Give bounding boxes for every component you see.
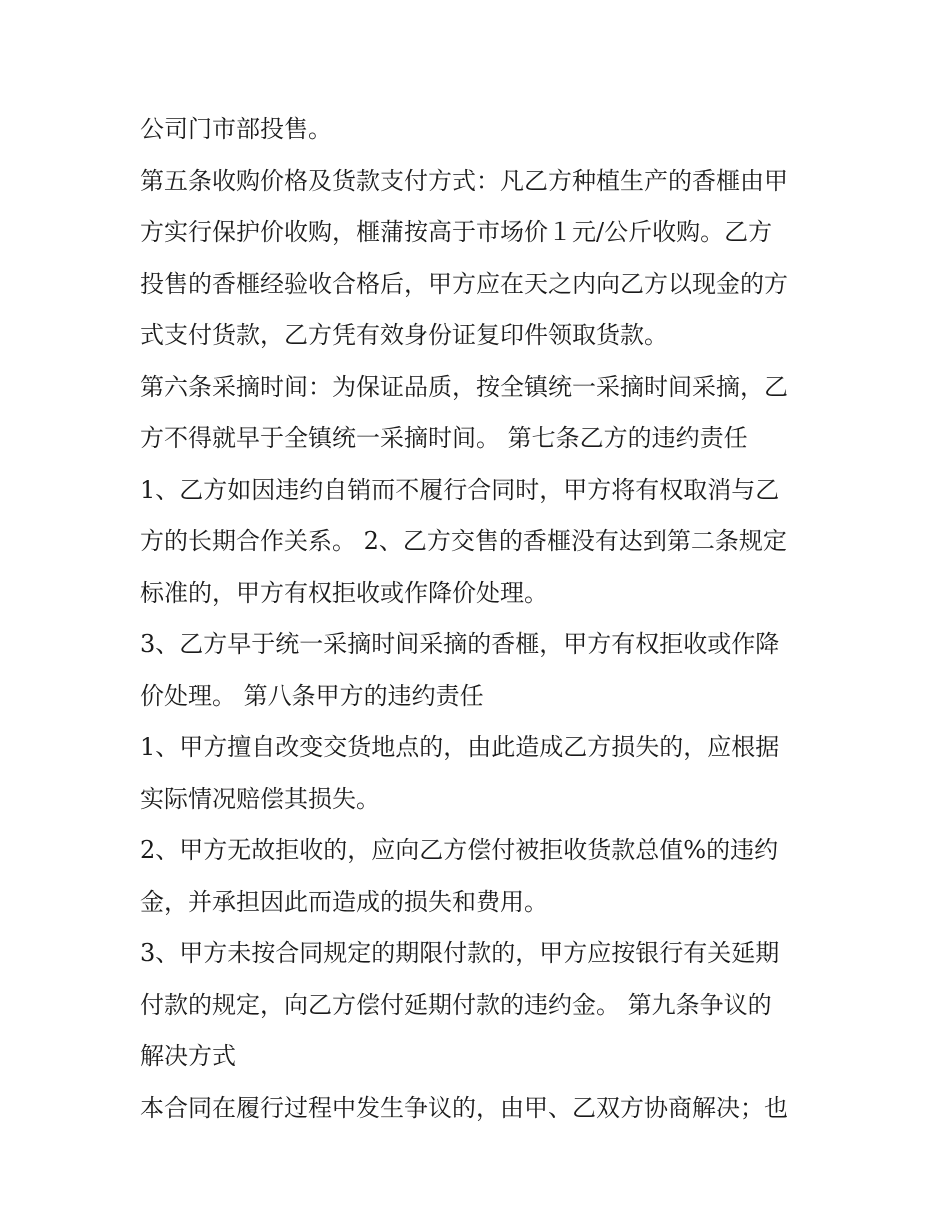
text-line: 标准的，甲方有权拒收或作降价处理。 bbox=[140, 578, 548, 607]
text-line: 1、甲方擅自改变交货地点的，由此造成乙方损失的，应根据 bbox=[140, 733, 780, 761]
text-line: 付款的规定，向乙方偿付延期付款的违约金。 第九条争议的 bbox=[140, 990, 772, 1019]
text-line: 实际情况赔偿其损失。 bbox=[140, 784, 380, 813]
text-line: 3、甲方未按合同规定的期限付款的，甲方应按银行有关延期 bbox=[140, 939, 780, 967]
text-line: 3、乙方早于统一采摘时间采摘的香榧，甲方有权拒收或作降 bbox=[140, 630, 780, 658]
text-line: 1、乙方如因违约自销而不履行合同时，甲方将有权取消与乙 bbox=[140, 475, 780, 504]
text-line: 2、甲方无故拒收的，应向乙方偿付被拒收货款总值%的违约 bbox=[140, 836, 779, 864]
text-line: 方实行保护价收购，榧蒲按高于市场价１元/公斤收购。乙方 bbox=[140, 218, 773, 246]
text-line: 解决方式 bbox=[140, 1042, 236, 1070]
text-line: 第六条采摘时间：为保证品质，按全镇统一采摘时间采摘，乙 bbox=[140, 372, 788, 401]
text-line: 方不得就早于全镇统一采摘时间。 第七条乙方的违约责任 bbox=[140, 424, 748, 452]
text-line: 价处理。 第八条甲方的违约责任 bbox=[140, 681, 484, 710]
text-line: 第五条收购价格及货款支付方式：凡乙方种植生产的香榧由甲 bbox=[140, 166, 788, 195]
text-line: 投售的香榧经验收合格后，甲方应在天之内向乙方以现金的方 bbox=[140, 269, 788, 298]
text-line: 式支付货款，乙方凭有效身份证复印件领取货款。 bbox=[140, 321, 668, 349]
text-line: 本合同在履行过程中发生争议的，由甲、乙双方协商解决；也 bbox=[140, 1093, 788, 1122]
text-line: 方的长期合作关系。 2、乙方交售的香榧没有达到第二条规定 bbox=[140, 527, 787, 555]
text-line: 金，并承担因此而造成的损失和费用。 bbox=[140, 887, 548, 916]
document-body bbox=[140, 104, 820, 1134]
text-line: 公司门市部投售。 bbox=[140, 115, 332, 143]
